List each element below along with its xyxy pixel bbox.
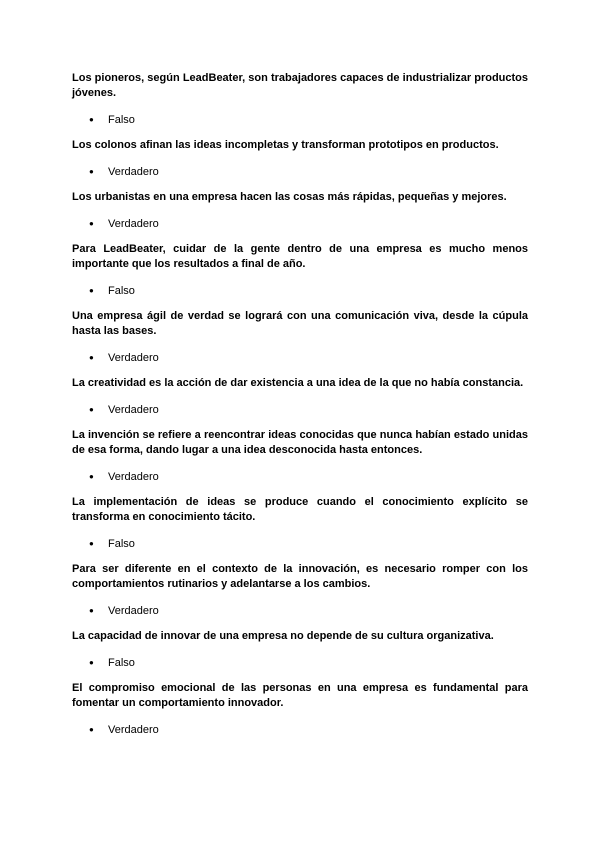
question-item — [72, 428, 528, 484]
question-item — [72, 629, 528, 670]
question-text: Para LeadBeater, cuidar de la gente dentro de una empresa es mucho menos importante que los resultados a final de año. — [72, 243, 528, 270]
answer-text: Falso — [108, 285, 135, 297]
question-item — [72, 562, 528, 618]
question-item — [72, 309, 528, 365]
bullet-icon: ● — [89, 353, 94, 362]
bullet-icon: ● — [89, 725, 94, 734]
answer-row — [89, 165, 528, 179]
answer-text: Falso — [108, 538, 135, 550]
answer-row — [89, 284, 528, 298]
question-text: El compromiso emocional de las personas en una empresa es fundamental para fomentar un comportamiento innovador. — [72, 682, 528, 709]
question-list — [72, 71, 528, 748]
question-text: Los urbanistas en una empresa hacen las cosas más rápidas, pequeñas y mejores. — [72, 191, 507, 203]
answer-text: Verdadero — [108, 404, 159, 416]
answer-text: Verdadero — [108, 218, 159, 230]
answer-row — [89, 351, 528, 365]
answer-row — [89, 217, 528, 231]
answer-text: Falso — [108, 114, 135, 126]
question-text: La implementación de ideas se produce cuando el conocimiento explícito se transforma en conocimiento tácito. — [72, 496, 528, 523]
question-item — [72, 376, 528, 417]
bullet-icon: ● — [89, 405, 94, 414]
bullet-icon: ● — [89, 286, 94, 295]
question-item — [72, 71, 528, 127]
answer-text: Verdadero — [108, 166, 159, 178]
answer-row — [89, 604, 528, 618]
question-text: La invención se refiere a reencontrar ideas conocidas que nunca habían estado unidas de esa forma, dando lugar a una idea desconocida hasta entonces. — [72, 429, 528, 456]
answer-text: Verdadero — [108, 471, 159, 483]
question-text: Para ser diferente en el contexto de la innovación, es necesario romper con los comportamientos rutinarios y adelantarse a los cambios. — [72, 563, 528, 590]
answer-text: Falso — [108, 657, 135, 669]
bullet-icon: ● — [89, 472, 94, 481]
bullet-icon: ● — [89, 219, 94, 228]
answer-row — [89, 656, 528, 670]
answer-text: Verdadero — [108, 605, 159, 617]
question-text: Una empresa ágil de verdad se logrará con una comunicación viva, desde la cúpula hasta las bases. — [72, 310, 528, 337]
question-item — [72, 138, 528, 179]
question-text: La creatividad es la acción de dar existencia a una idea de la que no había constancia. — [72, 377, 524, 389]
bullet-icon: ● — [89, 167, 94, 176]
question-item — [72, 681, 528, 737]
question-text: Los pioneros, según LeadBeater, son trabajadores capaces de industrializar productos jóvenes. — [72, 72, 528, 99]
question-item — [72, 242, 528, 298]
bullet-icon: ● — [89, 658, 94, 667]
answer-row — [89, 537, 528, 551]
answer-row — [89, 723, 528, 737]
question-item — [72, 190, 528, 231]
answer-row — [89, 113, 528, 127]
bullet-icon: ● — [89, 606, 94, 615]
answer-row — [89, 470, 528, 484]
question-item — [72, 495, 528, 551]
bullet-icon: ● — [89, 539, 94, 548]
question-text: La capacidad de innovar de una empresa no depende de su cultura organizativa. — [72, 630, 494, 642]
question-text: Los colonos afinan las ideas incompletas y transforman prototipos en productos. — [72, 139, 499, 151]
bullet-icon: ● — [89, 115, 94, 124]
answer-text: Verdadero — [108, 352, 159, 364]
answer-text: Verdadero — [108, 724, 159, 736]
answer-row — [89, 403, 528, 417]
